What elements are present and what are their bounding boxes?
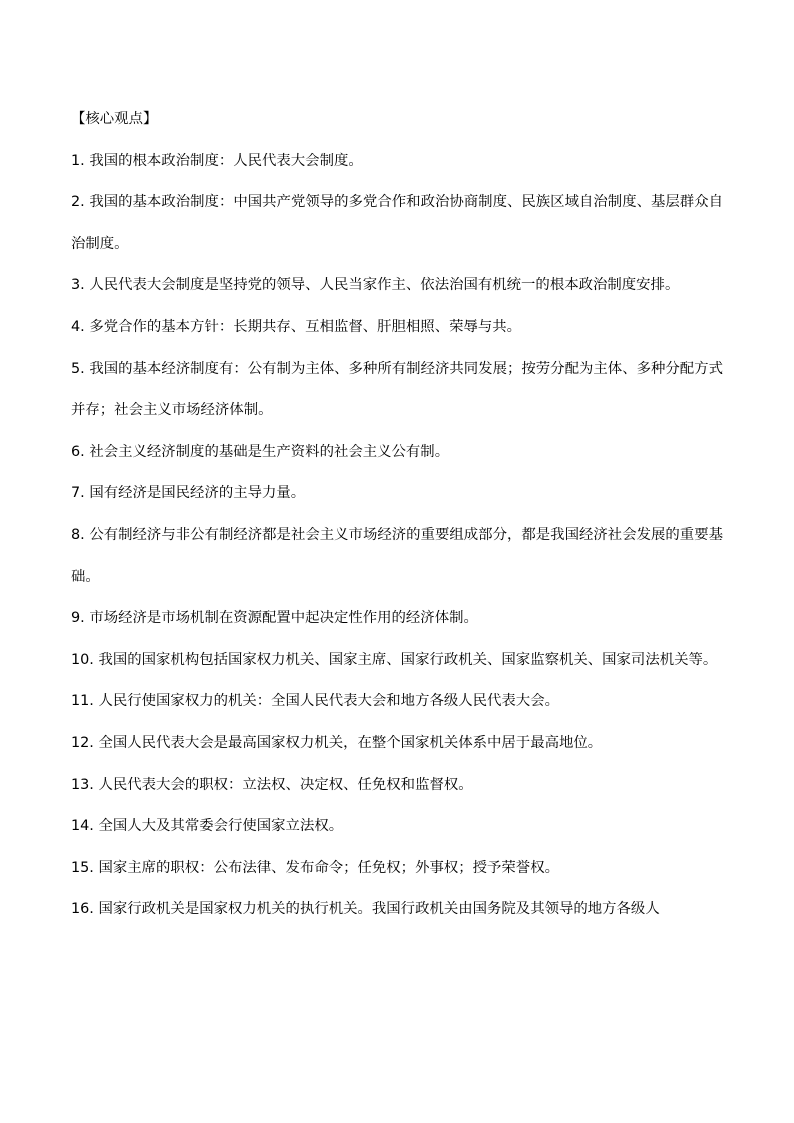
point-5: [71, 349, 723, 432]
point-11: [71, 681, 723, 723]
point-text: 全国人大及其常委会行使国家立法权。: [98, 818, 344, 835]
point-number: 12.: [71, 734, 99, 751]
point-3: [71, 265, 723, 307]
point-text: 我国的国家机构包括国家权力机关、国家主席、国家行政机关、国家监察机关、国家司法机关等。: [98, 651, 718, 668]
point-number: 6.: [71, 443, 90, 460]
point-12: [71, 723, 723, 765]
point-text: 我国的基本经济制度有：公有制为主体、多种所有制经济共同发展；按劳分配为主体、多种分配方式并存；社会主义市场经济体制。: [71, 360, 723, 419]
document-body: [71, 99, 723, 931]
point-4: [71, 307, 723, 349]
point-text: 我国的基本政治制度：中国共产党领导的多党合作和政治协商制度、民族区域自治制度、基层群众自治制度。: [71, 194, 723, 252]
point-number: 13.: [71, 776, 99, 793]
point-text: 社会主义经济制度的基础是生产资料的社会主义公有制。: [89, 443, 450, 460]
point-6: [71, 432, 723, 474]
point-number: 7.: [71, 485, 90, 502]
point-text: 市场经济是市场机制在资源配置中起决定性作用的经济体制。: [89, 610, 478, 627]
point-16: [71, 889, 723, 931]
point-text: 国有经济是国民经济的主导力量。: [89, 485, 306, 502]
point-10: [71, 640, 723, 682]
point-number: 1.: [71, 152, 90, 169]
point-text: 人民行使国家权力的机关：全国人民代表大会和地方各级人民代表大会。: [98, 693, 559, 710]
point-text: 国家主席的职权：公布法律、发布命令；任免权；外事权；授予荣誉权。: [98, 859, 559, 876]
point-1: [71, 141, 723, 183]
point-7: [71, 473, 723, 515]
point-text: 国家行政机关是国家权力机关的执行机关。我国行政机关由国务院及其领导的地方各级人: [98, 901, 660, 918]
point-number: 11.: [71, 693, 99, 710]
point-number: 16.: [71, 901, 99, 918]
point-13: [71, 765, 723, 807]
point-number: 3.: [71, 277, 90, 294]
point-15: [71, 848, 723, 890]
point-number: 9.: [71, 610, 90, 627]
point-number: 4.: [71, 318, 90, 335]
point-number: 2.: [71, 194, 90, 211]
point-2: [71, 182, 723, 265]
point-text: 人民代表大会制度是坚持党的领导、人民当家作主、依法治国有机统一的根本政治制度安排。: [89, 277, 680, 294]
point-text: 我国的根本政治制度：人民代表大会制度。: [89, 152, 363, 169]
point-number: 14.: [71, 818, 99, 835]
point-number: 10.: [71, 651, 99, 668]
point-number: 8.: [71, 526, 90, 543]
point-8: [71, 515, 723, 598]
point-14: [71, 806, 723, 848]
point-text: 人民代表大会的职权：立法权、决定权、任免权和监督权。: [98, 776, 473, 793]
point-number: 15.: [71, 859, 99, 876]
point-text: 多党合作的基本方针：长期共存、互相监督、肝胆相照、荣辱与共。: [89, 318, 522, 335]
point-text: 全国人民代表大会是最高国家权力机关，在整个国家机关体系中居于最高地位。: [98, 734, 603, 751]
point-number: 5.: [71, 360, 90, 377]
section-heading: 【核心观点】: [71, 111, 158, 127]
point-text: 公有制经济与非公有制经济都是社会主义市场经济的重要组成部分，都是我国经济社会发展的重要基础。: [71, 526, 723, 585]
point-9: [71, 598, 723, 640]
